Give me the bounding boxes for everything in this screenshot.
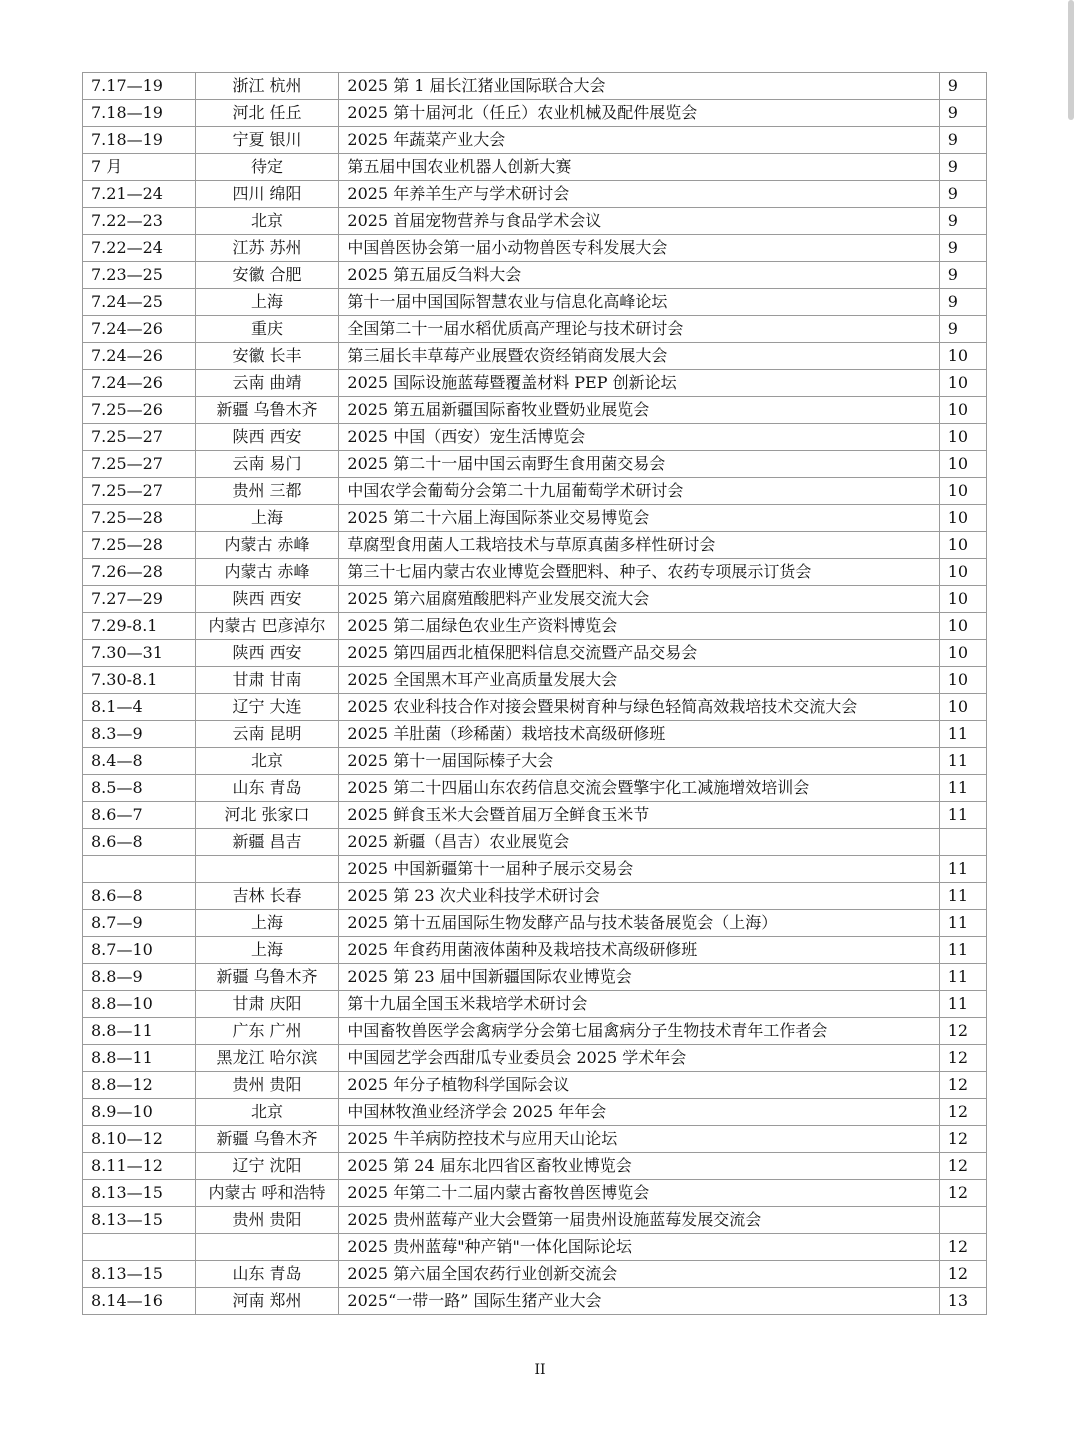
- page-cell: 11: [939, 802, 986, 829]
- date-cell: 8.8—11: [83, 1018, 196, 1045]
- location-cell: 江苏 苏州: [195, 235, 339, 262]
- date-cell: 7.29-8.1: [83, 613, 196, 640]
- page-cell: 10: [939, 505, 986, 532]
- table-row: [83, 937, 987, 964]
- table-row: [83, 667, 987, 694]
- location-cell: 辽宁 沈阳: [195, 1153, 339, 1180]
- page-cell: 12: [939, 1126, 986, 1153]
- table-row: [83, 343, 987, 370]
- event-cell: 2025 国际设施蓝莓暨覆盖材料 PEP 创新论坛: [339, 370, 939, 397]
- table-row: [83, 127, 987, 154]
- date-cell: 8.3—9: [83, 721, 196, 748]
- table-row: [83, 640, 987, 667]
- page-cell: 9: [939, 100, 986, 127]
- page-cell: 10: [939, 667, 986, 694]
- date-cell: 8.10—12: [83, 1126, 196, 1153]
- event-cell: 草腐型食用菌人工栽培技术与草原真菌多样性研讨会: [339, 532, 939, 559]
- location-cell: 重庆: [195, 316, 339, 343]
- date-cell: 7.30-8.1: [83, 667, 196, 694]
- date-cell: 7.17—19: [83, 73, 196, 100]
- location-cell: 河北 任丘: [195, 100, 339, 127]
- page-cell: 11: [939, 964, 986, 991]
- table-row: [83, 721, 987, 748]
- table-row: [83, 235, 987, 262]
- table-row: [83, 613, 987, 640]
- page-cell: 10: [939, 532, 986, 559]
- table-row: [83, 370, 987, 397]
- table-row: [83, 748, 987, 775]
- location-cell: 黑龙江 哈尔滨: [195, 1045, 339, 1072]
- event-cell: 2025 第 23 届中国新疆国际农业博览会: [339, 964, 939, 991]
- table-row: [83, 1072, 987, 1099]
- location-cell: 浙江 杭州: [195, 73, 339, 100]
- page-cell: 12: [939, 1072, 986, 1099]
- event-cell: 2025 年蔬菜产业大会: [339, 127, 939, 154]
- event-cell: 中国畜牧兽医学会禽病学分会第七届禽病分子生物技术青年工作者会: [339, 1018, 939, 1045]
- page-cell: [939, 829, 986, 856]
- event-cell: 2025 羊肚菌（珍稀菌）栽培技术高级研修班: [339, 721, 939, 748]
- date-cell: 8.13—15: [83, 1261, 196, 1288]
- location-cell: 贵州 贵阳: [195, 1207, 339, 1234]
- table-row: [83, 1180, 987, 1207]
- date-cell: 7.24—26: [83, 343, 196, 370]
- location-cell: 内蒙古 巴彦淖尔: [195, 613, 339, 640]
- date-cell: 8.13—15: [83, 1207, 196, 1234]
- scrollbar[interactable]: [1068, 0, 1074, 120]
- location-cell: 贵州 三都: [195, 478, 339, 505]
- table-row: [83, 910, 987, 937]
- location-cell: 内蒙古 赤峰: [195, 532, 339, 559]
- page-cell: 11: [939, 856, 986, 883]
- location-cell: 甘肃 庆阳: [195, 991, 339, 1018]
- date-cell: 8.8—12: [83, 1072, 196, 1099]
- table-row: [83, 73, 987, 100]
- table-row: [83, 316, 987, 343]
- page-cell: 9: [939, 316, 986, 343]
- event-cell: 2025 第二十四届山东农药信息交流会暨擎宇化工减施增效培训会: [339, 775, 939, 802]
- date-cell: [83, 856, 196, 883]
- date-cell: 7.18—19: [83, 127, 196, 154]
- location-cell: 甘肃 甘南: [195, 667, 339, 694]
- event-cell: 2025 第五届新疆国际畜牧业暨奶业展览会: [339, 397, 939, 424]
- event-cell: 2025 第二十一届中国云南野生食用菌交易会: [339, 451, 939, 478]
- event-cell: 2025 第十一届国际榛子大会: [339, 748, 939, 775]
- location-cell: 辽宁 大连: [195, 694, 339, 721]
- page-cell: 9: [939, 73, 986, 100]
- location-cell: 陕西 西安: [195, 640, 339, 667]
- location-cell: 内蒙古 呼和浩特: [195, 1180, 339, 1207]
- date-cell: 7.23—25: [83, 262, 196, 289]
- table-row: [83, 1207, 987, 1234]
- location-cell: 贵州 贵阳: [195, 1072, 339, 1099]
- page-cell: 12: [939, 1261, 986, 1288]
- date-cell: 8.7—9: [83, 910, 196, 937]
- date-cell: 8.13—15: [83, 1180, 196, 1207]
- table-row: [83, 802, 987, 829]
- location-cell: 上海: [195, 289, 339, 316]
- date-cell: 8.11—12: [83, 1153, 196, 1180]
- table-row: [83, 181, 987, 208]
- location-cell: 山东 青岛: [195, 1261, 339, 1288]
- location-cell: 四川 绵阳: [195, 181, 339, 208]
- location-cell: 上海: [195, 937, 339, 964]
- table-row: [83, 1018, 987, 1045]
- page-cell: 10: [939, 478, 986, 505]
- table-row: [83, 451, 987, 478]
- table-row: [83, 1261, 987, 1288]
- page-cell: 10: [939, 370, 986, 397]
- date-cell: 7.22—23: [83, 208, 196, 235]
- location-cell: 陕西 西安: [195, 586, 339, 613]
- page-cell: 10: [939, 343, 986, 370]
- table-row: [83, 154, 987, 181]
- date-cell: 8.14—16: [83, 1288, 196, 1315]
- table-row: [83, 424, 987, 451]
- date-cell: 8.1—4: [83, 694, 196, 721]
- event-cell: 中国兽医协会第一届小动物兽医专科发展大会: [339, 235, 939, 262]
- table-row: [83, 478, 987, 505]
- date-cell: 7.25—28: [83, 505, 196, 532]
- table-row: [83, 289, 987, 316]
- date-cell: 7.25—27: [83, 478, 196, 505]
- location-cell: 吉林 长春: [195, 883, 339, 910]
- event-cell: 2025 贵州蓝莓产业大会暨第一届贵州设施蓝莓发展交流会: [339, 1207, 939, 1234]
- event-cell: 2025 第六届全国农药行业创新交流会: [339, 1261, 939, 1288]
- event-cell: 2025 年第二十二届内蒙古畜牧兽医博览会: [339, 1180, 939, 1207]
- table-row: [83, 1288, 987, 1315]
- table-row: [83, 829, 987, 856]
- page-cell: 11: [939, 748, 986, 775]
- event-cell: 2025 中国新疆第十一届种子展示交易会: [339, 856, 939, 883]
- date-cell: 7.27—29: [83, 586, 196, 613]
- location-cell: 安徽 长丰: [195, 343, 339, 370]
- table-row: [83, 262, 987, 289]
- date-cell: 8.9—10: [83, 1099, 196, 1126]
- date-cell: 8.6—7: [83, 802, 196, 829]
- page-cell: 9: [939, 262, 986, 289]
- event-cell: 2025 年分子植物科学国际会议: [339, 1072, 939, 1099]
- page-cell: 10: [939, 424, 986, 451]
- date-cell: 8.6—8: [83, 883, 196, 910]
- event-cell: 中国林牧渔业经济学会 2025 年年会: [339, 1099, 939, 1126]
- event-cell: 2025 第十五届国际生物发酵产品与技术装备展览会（上海）: [339, 910, 939, 937]
- page-cell: 11: [939, 775, 986, 802]
- event-schedule-table: [82, 72, 987, 1315]
- location-cell: 云南 易门: [195, 451, 339, 478]
- location-cell: 安徽 合肥: [195, 262, 339, 289]
- table-row: [83, 1099, 987, 1126]
- table-row: [83, 1045, 987, 1072]
- location-cell: [195, 1234, 339, 1261]
- location-cell: 北京: [195, 208, 339, 235]
- page-cell: 12: [939, 1045, 986, 1072]
- page-cell: 10: [939, 586, 986, 613]
- page-cell: 13: [939, 1288, 986, 1315]
- event-cell: 2025 全国黑木耳产业高质量发展大会: [339, 667, 939, 694]
- event-cell: 第十九届全国玉米栽培学术研讨会: [339, 991, 939, 1018]
- table-row: [83, 586, 987, 613]
- date-cell: 7.25—28: [83, 532, 196, 559]
- location-cell: 待定: [195, 154, 339, 181]
- table-row: [83, 532, 987, 559]
- event-cell: 2025 首届宠物营养与食品学术会议: [339, 208, 939, 235]
- date-cell: 8.8—10: [83, 991, 196, 1018]
- event-cell: 第十一届中国国际智慧农业与信息化高峰论坛: [339, 289, 939, 316]
- event-cell: 2025 中国（西安）宠生活博览会: [339, 424, 939, 451]
- table-row: [83, 397, 987, 424]
- page-cell: 11: [939, 937, 986, 964]
- event-cell: 中国农学会葡萄分会第二十九届葡萄学术研讨会: [339, 478, 939, 505]
- page-cell: 9: [939, 289, 986, 316]
- table-row: [83, 775, 987, 802]
- date-cell: 8.4—8: [83, 748, 196, 775]
- event-cell: 2025 第四届西北植保肥料信息交流暨产品交易会: [339, 640, 939, 667]
- page-cell: 11: [939, 910, 986, 937]
- page-number: II: [534, 1362, 546, 1378]
- location-cell: 云南 昆明: [195, 721, 339, 748]
- location-cell: 新疆 昌吉: [195, 829, 339, 856]
- page-cell: 10: [939, 397, 986, 424]
- event-cell: 第三届长丰草莓产业展暨农资经销商发展大会: [339, 343, 939, 370]
- event-cell: 2025 牛羊病防控技术与应用天山论坛: [339, 1126, 939, 1153]
- table-row: [83, 883, 987, 910]
- date-cell: 7.21—24: [83, 181, 196, 208]
- event-cell: 2025“一带一路” 国际生猪产业大会: [339, 1288, 939, 1315]
- date-cell: 8.5—8: [83, 775, 196, 802]
- date-cell: 7.30—31: [83, 640, 196, 667]
- date-cell: 7.24—25: [83, 289, 196, 316]
- date-cell: 7 月: [83, 154, 196, 181]
- location-cell: 新疆 乌鲁木齐: [195, 964, 339, 991]
- date-cell: 7.24—26: [83, 370, 196, 397]
- table-row: [83, 856, 987, 883]
- location-cell: 新疆 乌鲁木齐: [195, 397, 339, 424]
- event-cell: 2025 第 1 届长江猪业国际联合大会: [339, 73, 939, 100]
- table-row: [83, 505, 987, 532]
- location-cell: 宁夏 银川: [195, 127, 339, 154]
- event-cell: 2025 第十届河北（任丘）农业机械及配件展览会: [339, 100, 939, 127]
- page-cell: 12: [939, 1099, 986, 1126]
- date-cell: 7.26—28: [83, 559, 196, 586]
- schedule-rows: [83, 73, 987, 1315]
- location-cell: [195, 856, 339, 883]
- event-cell: 2025 第六届腐殖酸肥料产业发展交流大会: [339, 586, 939, 613]
- page-cell: 9: [939, 181, 986, 208]
- event-cell: 第五届中国农业机器人创新大赛: [339, 154, 939, 181]
- table-row: [83, 1234, 987, 1261]
- page-cell: 9: [939, 208, 986, 235]
- date-cell: 7.24—26: [83, 316, 196, 343]
- event-cell: 2025 第 24 届东北四省区畜牧业博览会: [339, 1153, 939, 1180]
- page-cell: 12: [939, 1180, 986, 1207]
- event-cell: 2025 农业科技合作对接会暨果树育种与绿色轻简高效栽培技术交流大会: [339, 694, 939, 721]
- location-cell: 北京: [195, 1099, 339, 1126]
- event-cell: 2025 第 23 次犬业科技学术研讨会: [339, 883, 939, 910]
- page-cell: 11: [939, 991, 986, 1018]
- date-cell: 8.6—8: [83, 829, 196, 856]
- table-row: [83, 208, 987, 235]
- table-row: [83, 1126, 987, 1153]
- event-cell: 2025 第二届绿色农业生产资料博览会: [339, 613, 939, 640]
- date-cell: 7.25—27: [83, 451, 196, 478]
- page-cell: 10: [939, 640, 986, 667]
- table-row: [83, 964, 987, 991]
- event-cell: 2025 新疆（昌吉）农业展览会: [339, 829, 939, 856]
- location-cell: 上海: [195, 910, 339, 937]
- page-cell: 10: [939, 613, 986, 640]
- event-cell: 第三十七届内蒙古农业博览会暨肥料、种子、农药专项展示订货会: [339, 559, 939, 586]
- location-cell: 山东 青岛: [195, 775, 339, 802]
- page-cell: 10: [939, 694, 986, 721]
- date-cell: 8.7—10: [83, 937, 196, 964]
- table-row: [83, 1153, 987, 1180]
- page-cell: 11: [939, 883, 986, 910]
- location-cell: 北京: [195, 748, 339, 775]
- date-cell: 7.22—24: [83, 235, 196, 262]
- table-row: [83, 100, 987, 127]
- date-cell: 8.8—11: [83, 1045, 196, 1072]
- location-cell: 陕西 西安: [195, 424, 339, 451]
- page-cell: 10: [939, 451, 986, 478]
- event-cell: 中国园艺学会西甜瓜专业委员会 2025 学术年会: [339, 1045, 939, 1072]
- page-cell: 9: [939, 154, 986, 181]
- page-cell: 12: [939, 1018, 986, 1045]
- event-cell: 2025 第二十六届上海国际茶业交易博览会: [339, 505, 939, 532]
- page-cell: 9: [939, 127, 986, 154]
- page-cell: 10: [939, 559, 986, 586]
- table-row: [83, 559, 987, 586]
- location-cell: 广东 广州: [195, 1018, 339, 1045]
- page-cell: 9: [939, 235, 986, 262]
- event-cell: 2025 年养羊生产与学术研讨会: [339, 181, 939, 208]
- date-cell: 7.25—26: [83, 397, 196, 424]
- page-cell: 12: [939, 1234, 986, 1261]
- date-cell: 7.25—27: [83, 424, 196, 451]
- table-row: [83, 694, 987, 721]
- location-cell: 新疆 乌鲁木齐: [195, 1126, 339, 1153]
- page-cell: 12: [939, 1153, 986, 1180]
- date-cell: [83, 1234, 196, 1261]
- page-cell: 11: [939, 721, 986, 748]
- location-cell: 河南 郑州: [195, 1288, 339, 1315]
- location-cell: 河北 张家口: [195, 802, 339, 829]
- date-cell: 7.18—19: [83, 100, 196, 127]
- table-row: [83, 991, 987, 1018]
- page-cell: [939, 1207, 986, 1234]
- event-cell: 全国第二十一届水稻优质高产理论与技术研讨会: [339, 316, 939, 343]
- location-cell: 云南 曲靖: [195, 370, 339, 397]
- event-cell: 2025 第五届反刍料大会: [339, 262, 939, 289]
- event-cell: 2025 贵州蓝莓"种产销"一体化国际论坛: [339, 1234, 939, 1261]
- event-cell: 2025 年食药用菌液体菌种及栽培技术高级研修班: [339, 937, 939, 964]
- location-cell: 上海: [195, 505, 339, 532]
- date-cell: 8.8—9: [83, 964, 196, 991]
- location-cell: 内蒙古 赤峰: [195, 559, 339, 586]
- event-cell: 2025 鲜食玉米大会暨首届万全鲜食玉米节: [339, 802, 939, 829]
